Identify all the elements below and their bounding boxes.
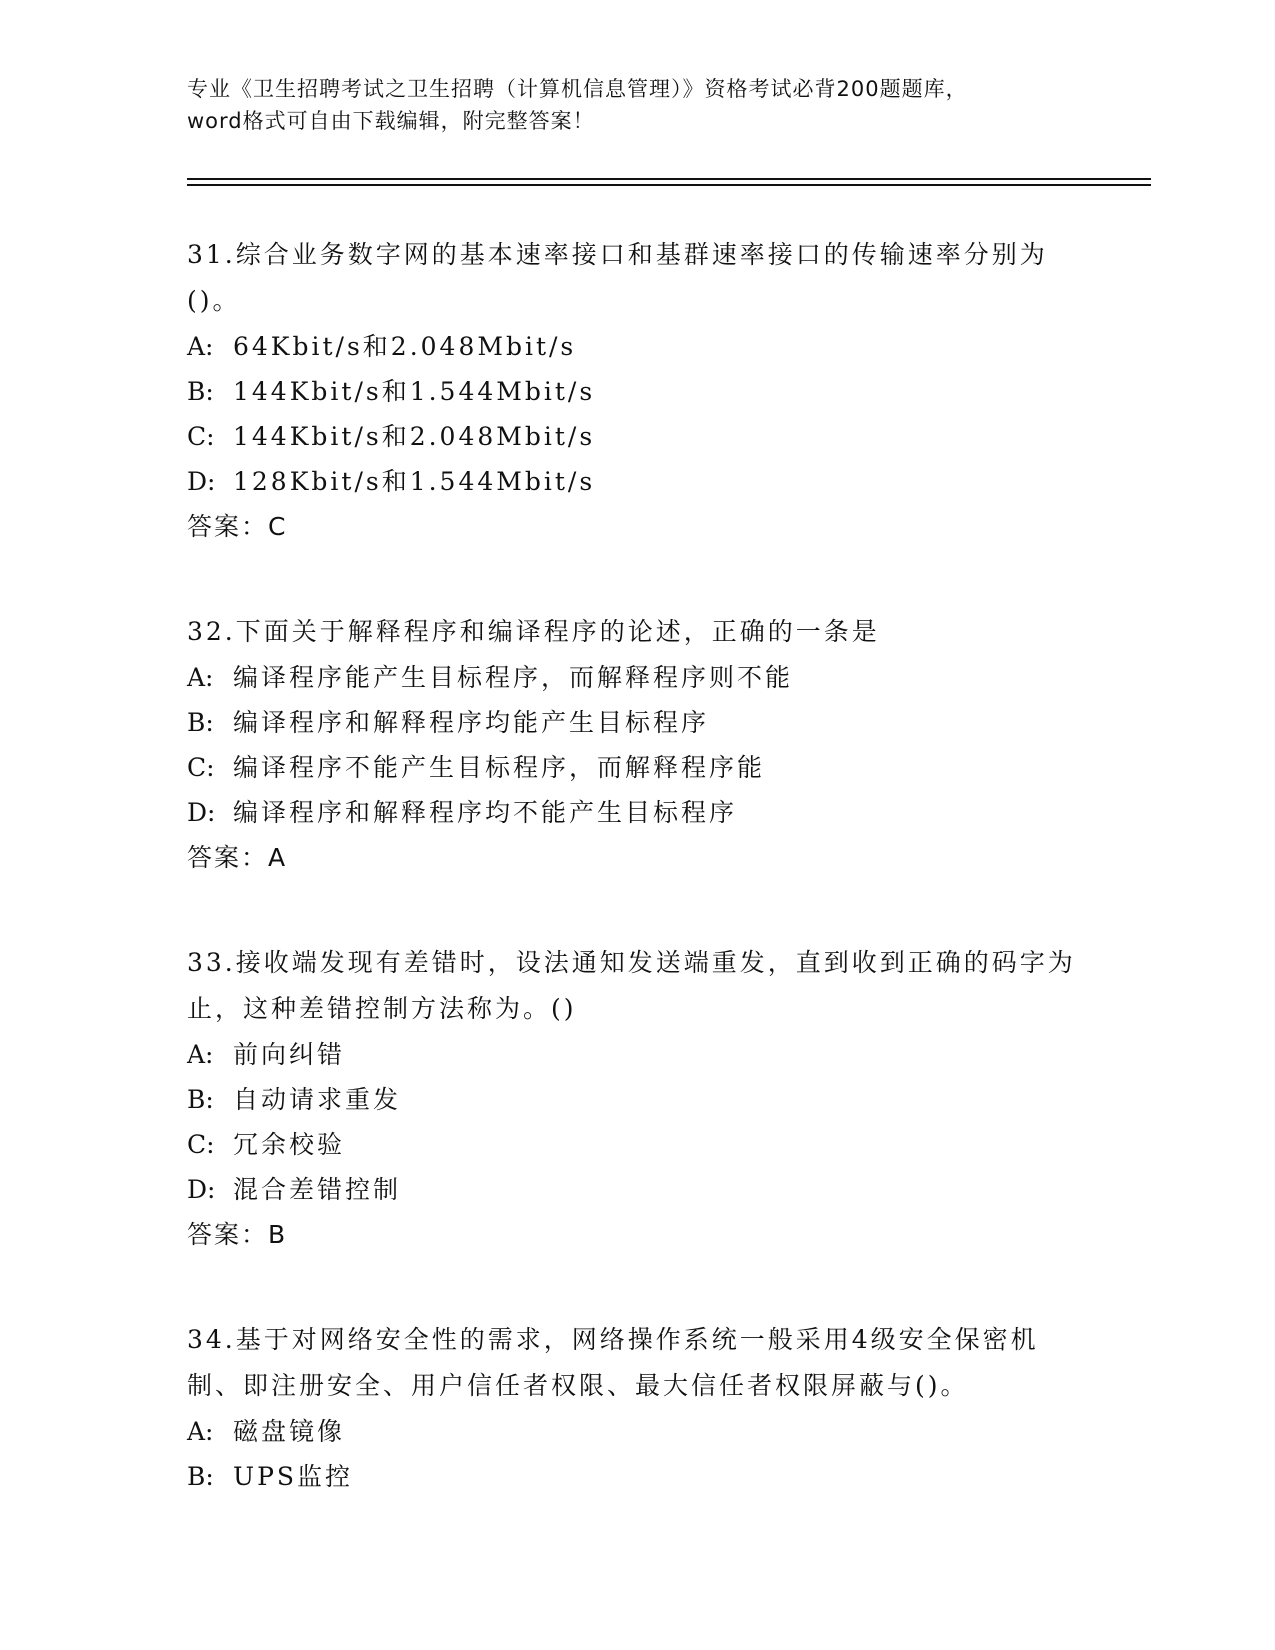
option-d: [187, 459, 1087, 504]
option-text: 冗余校验: [233, 1130, 346, 1159]
option-text: UPS监控: [233, 1462, 354, 1491]
option-letter: B:: [187, 1462, 214, 1491]
question-text: 33.接收端发现有差错时，设法通知发送端重发，直到收到正确的码字为止，这种差错控制方法称为。(): [187, 948, 1076, 1023]
option-text: 磁盘镜像: [233, 1417, 346, 1446]
option-a: [187, 1409, 1087, 1454]
option-text: 混合差错控制: [233, 1175, 402, 1204]
option-letter: A:: [187, 332, 214, 361]
option-letter: C:: [187, 1130, 215, 1159]
answer-line: 答案：A: [187, 843, 288, 872]
option-c: [187, 1122, 1087, 1167]
document-header: [187, 73, 1087, 137]
question-33: [187, 940, 1087, 1258]
option-text: 编译程序能产生目标程序，而解释程序则不能: [233, 663, 794, 692]
question-text: 32.下面关于解释程序和编译程序的论述，正确的一条是: [187, 617, 880, 646]
option-b: [187, 1454, 1087, 1499]
header-divider-top: [187, 178, 1151, 180]
option-d: [187, 1167, 1087, 1212]
option-letter: B:: [187, 1085, 214, 1114]
answer-line: 答案：C: [187, 512, 288, 541]
option-letter: D:: [187, 798, 216, 827]
question-32: [187, 609, 1087, 881]
option-b: [187, 369, 1087, 414]
header-divider-bottom: [187, 184, 1151, 186]
option-text: 编译程序和解释程序均能产生目标程序: [233, 708, 710, 737]
option-text: 编译程序不能产生目标程序，而解释程序能: [233, 753, 766, 782]
option-text: 144Kbit/s和1.544Mbit/s: [233, 377, 596, 406]
option-letter: A:: [187, 663, 214, 692]
option-a: [187, 655, 1087, 700]
option-letter: A:: [187, 1417, 214, 1446]
option-c: [187, 414, 1087, 459]
option-text: 自动请求重发: [233, 1085, 402, 1114]
header-line-2: word格式可自由下载编辑，附完整答案！: [187, 109, 595, 133]
option-c: [187, 745, 1087, 790]
option-text: 144Kbit/s和2.048Mbit/s: [233, 422, 596, 451]
question-text: 31.综合业务数字网的基本速率接口和基群速率接口的传输速率分别为()。: [187, 240, 1048, 315]
option-b: [187, 1077, 1087, 1122]
option-b: [187, 700, 1087, 745]
option-letter: D:: [187, 467, 216, 496]
option-a: [187, 1032, 1087, 1077]
option-text: 64Kbit/s和2.048Mbit/s: [233, 332, 577, 361]
answer-line: 答案：B: [187, 1220, 288, 1249]
option-letter: D:: [187, 1175, 216, 1204]
option-letter: C:: [187, 422, 215, 451]
option-letter: A:: [187, 1040, 214, 1069]
option-letter: B:: [187, 377, 214, 406]
question-list: [187, 232, 1087, 1558]
question-34: [187, 1317, 1087, 1499]
option-d: [187, 790, 1087, 835]
option-text: 编译程序和解释程序均不能产生目标程序: [233, 798, 738, 827]
option-letter: C:: [187, 753, 215, 782]
question-31: [187, 232, 1087, 550]
question-text: 34.基于对网络安全性的需求，网络操作系统一般采用4级安全保密机制、即注册安全、用户信任者权限、最大信任者权限屏蔽与()。: [187, 1325, 1039, 1400]
option-a: [187, 324, 1087, 369]
option-text: 128Kbit/s和1.544Mbit/s: [233, 467, 596, 496]
option-text: 前向纠错: [233, 1040, 346, 1069]
header-line-1: 专业《卫生招聘考试之卫生招聘（计算机信息管理）》资格考试必背200题题库，: [187, 77, 968, 101]
option-letter: B:: [187, 708, 214, 737]
